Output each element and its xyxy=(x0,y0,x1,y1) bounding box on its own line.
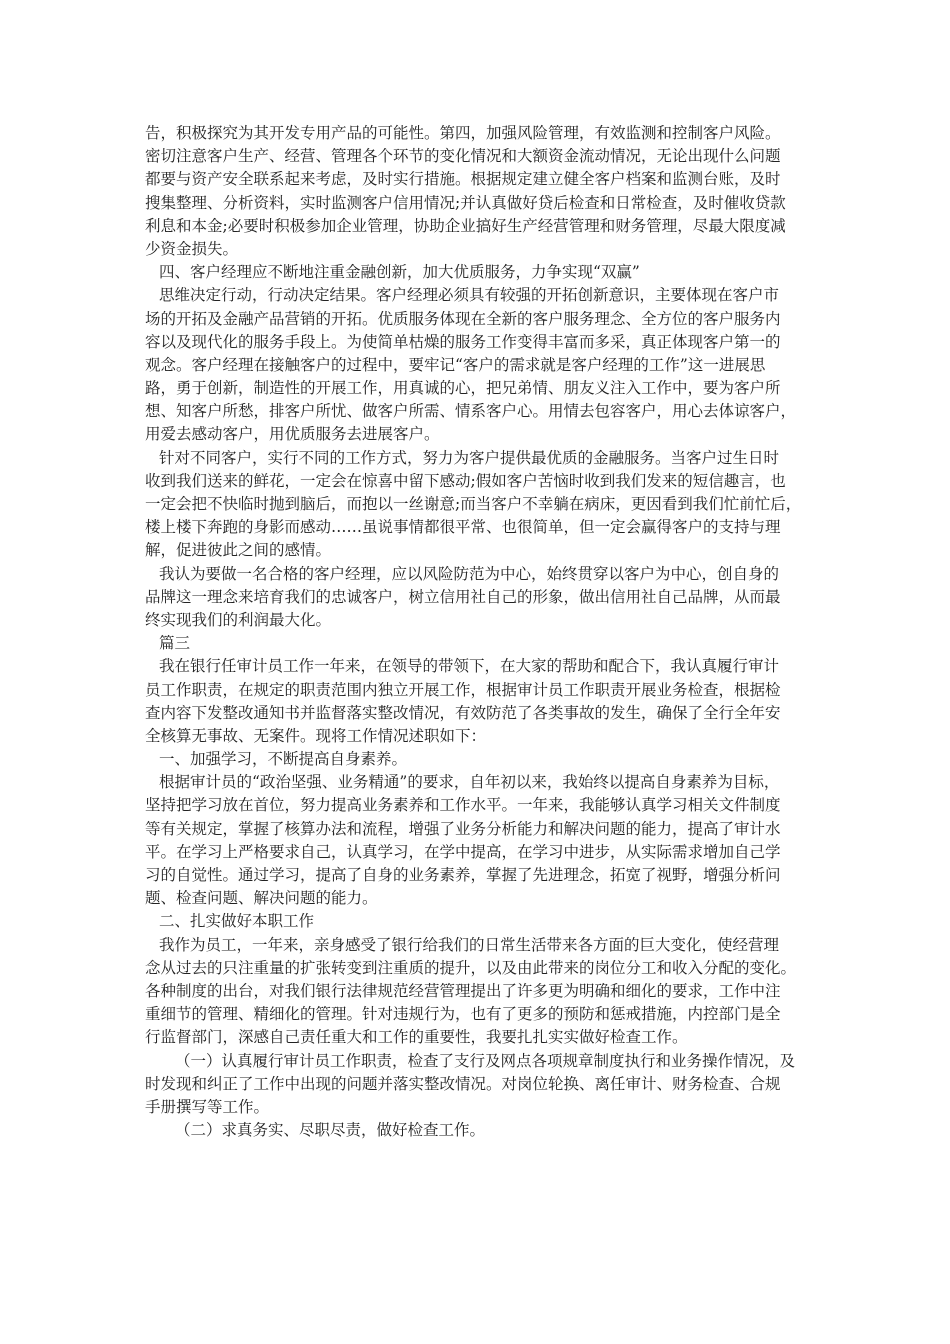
text-line: 搜集整理、分析资料，实时监测客户信用情况;并认真做好贷后检查和日常检查，及时催收贷款 xyxy=(145,193,786,212)
text-line: 告，积极探究为其开发专用产品的可能性。第四，加强风险管理，有效监测和控制客户风险。 xyxy=(145,124,781,142)
text-line: 楼上楼下奔跑的身影而感动……虽说事情都很平常、也很简单，但一定会赢得客户的支持与理 xyxy=(145,518,781,537)
text-line: 平。在学习上严格要求自己，认真学习，在学中提高，在学习中进步，从实际需求增加自己学 xyxy=(145,842,781,861)
text-line: 根据审计员的“政治坚强、业务精通”的要求，自年初以来，我始终以提高自身素养为目标， xyxy=(159,773,780,792)
text-line: 收到我们送来的鲜花，一定会在惊喜中留下感动;假如客户苦恼时收到我们发来的短信趣言，也 xyxy=(145,471,786,490)
text-line: 各种制度的出台，对我们银行法律规范经营管理提出了许多更为明确和细化的要求，工作中注 xyxy=(145,981,781,1000)
text-line: 四、客户经理应不断地注重金融创新，加大优质服务，力争实现“双赢” xyxy=(159,263,640,282)
text-line: 思维决定行动，行动决定结果。客户经理必须具有较强的开拓创新意识，主要体现在客户市 xyxy=(159,286,780,305)
text-line: 都要与资产安全联系起来考虑，及时实行措施。根据规定建立健全客户档案和监测台账，及时 xyxy=(145,170,781,189)
text-line: 我作为员工，一年来，亲身感受了银行给我们的日常生活带来各方面的巨大变化，使经营理 xyxy=(159,935,780,954)
text-line: 一定会把不快临时抛到脑后，而抱以一丝谢意;而当客户不幸躺在病床，更因看到我们忙前忙后， xyxy=(145,495,802,513)
text-line: 二、扎实做好本职工作 xyxy=(159,912,315,931)
text-line: 路，勇于创新，制造性的开展工作，用真诚的心，把兄弟情、朋友义注入工作中，要为客户所 xyxy=(145,379,781,398)
text-line: 查内容下发整改通知书并监督落实整改情况，有效防范了各类事故的发生，确保了全行全年安 xyxy=(145,703,781,722)
text-line: 篇三 xyxy=(159,634,191,653)
text-line: 利息和本金;必要时积极参加企业管理，协助企业搞好生产经营管理和财务管理，尽最大限度减 xyxy=(145,216,786,235)
text-line: 等有关规定，掌握了核算办法和流程，增强了业务分析能力和解决问题的能力，提高了审计水 xyxy=(145,819,781,838)
text-line: 解，促进彼此之间的感情。 xyxy=(145,541,332,560)
text-line: 容以及现代化的服务手段上。为使简单枯燥的服务工作变得丰富而多采，真正体现客户第一的 xyxy=(145,332,781,351)
text-line: 题、检查问题、解决问题的能力。 xyxy=(145,889,378,908)
text-line: 场的开拓及金融产品营销的开拓。优质服务体现在全新的客户服务理念、全方位的客户服务内 xyxy=(145,309,781,328)
text-line: 重细节的管理、精细化的管理。针对违规行为，也有了更多的预防和惩戒措施，内控部门是全 xyxy=(145,1005,781,1024)
text-line: 少资金损失。 xyxy=(145,239,239,258)
text-line: 念从过去的只注重量的扩张转变到注重质的提升，以及由此带来的岗位分工和收入分配的变化。 xyxy=(145,958,797,977)
text-line: 习的自觉性。通过学习，提高了自身的业务素养，掌握了先进理念，拓宽了视野，增强分析问 xyxy=(145,866,781,884)
text-line: 手册撰写等工作。 xyxy=(145,1097,270,1116)
text-line: 我在银行任审计员工作一年来，在领导的带领下，在大家的帮助和配合下，我认真履行审计 xyxy=(159,657,780,676)
text-line: 时发现和纠正了工作中出现的问题并落实整改情况。对岗位轮换、离任审计、财务检查、合规 xyxy=(145,1074,781,1093)
text-line: 品牌这一理念来培育我们的忠诚客户，树立信用社自己的形象，做出信用社自己品牌，从而最 xyxy=(145,587,781,606)
text-line: 针对不同客户，实行不同的工作方式，努力为客户提供最优质的金融服务。当客户过生日时 xyxy=(159,448,780,467)
text-line: 行监督部门，深感自己责任重大和工作的重要性，我要扎扎实实做好检查工作。 xyxy=(145,1028,688,1047)
text-line: 坚持把学习放在首位，努力提高业务素养和工作水平。一年来，我能够认真学习相关文件制度 xyxy=(145,796,781,815)
text-line: （二）求真务实、尽职尽责，做好检查工作。 xyxy=(175,1121,486,1140)
text-line: 密切注意客户生产、经营、管理各个环节的变化情况和大额资金流动情况，无论出现什么问题 xyxy=(145,147,781,166)
text-line: 终实现我们的利润最大化。 xyxy=(145,610,332,629)
text-line: 一、加强学习，不断提高自身素养。 xyxy=(159,750,408,769)
document-body xyxy=(145,122,807,1142)
text-line: 全核算无事故、无案件。现将工作情况述职如下： xyxy=(145,726,487,745)
text-line: 想、知客户所愁，排客户所忧、做客户所需、情系客户心。用情去包容客户，用心去体谅客户， xyxy=(145,402,797,421)
text-line: 观念。客户经理在接触客户的过程中，要牢记“客户的需求就是客户经理的工作”这一进展思 xyxy=(145,355,766,374)
text-line: 用爱去感动客户，用优质服务去进展客户。 xyxy=(145,425,440,444)
text-line: （一）认真履行审计员工作职责，检查了支行及网点各项规章制度执行和业务操作情况，及 xyxy=(175,1051,796,1070)
text-line: 员工作职责，在规定的职责范围内独立开展工作，根据审计员工作职责开展业务检查，根据检 xyxy=(145,680,781,699)
text-line: 我认为要做一名合格的客户经理，应以风险防范为中心，始终贯穿以客户为中心，创自身的 xyxy=(159,564,780,583)
